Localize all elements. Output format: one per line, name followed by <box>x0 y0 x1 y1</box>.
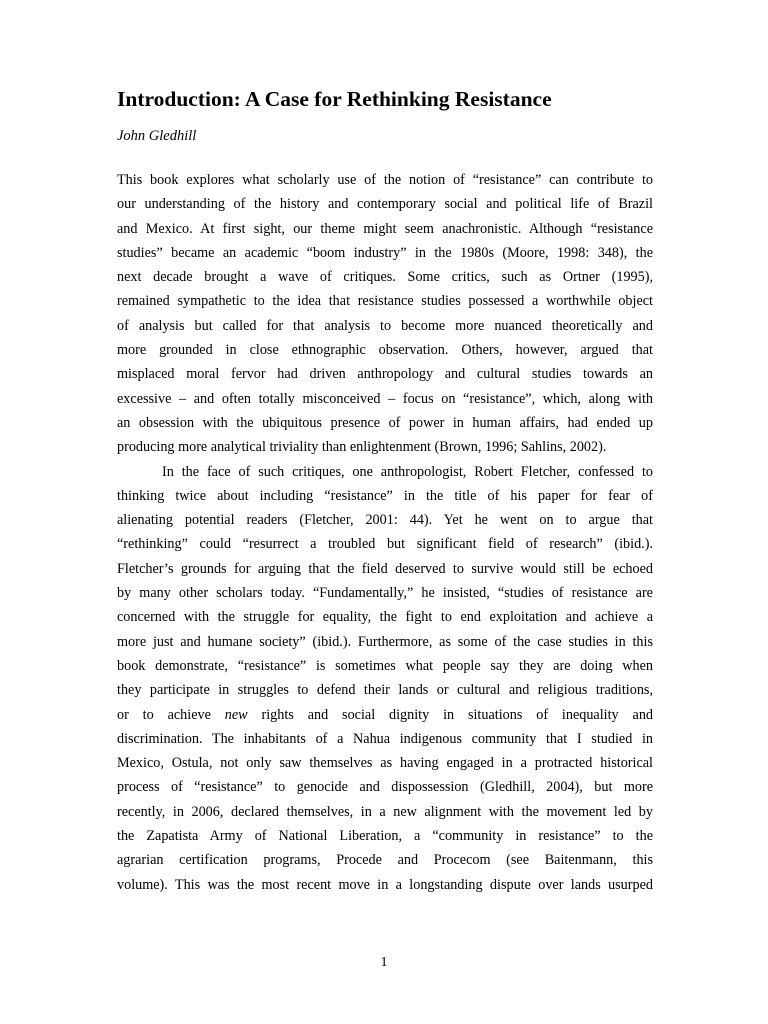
document-title: Introduction: A Case for Rethinking Resistance <box>117 87 552 111</box>
text-line: thinking twice about including “resistance” in the title of his paper for fear of <box>117 487 653 504</box>
text-line: book demonstrate, “resistance” is sometimes what people say they are doing when <box>117 657 653 674</box>
text-line: This book explores what scholarly use of the notion of “resistance” can contribute to <box>117 172 653 188</box>
paragraph-1 <box>117 168 653 460</box>
text-line: “rethinking” could “resurrect a troubled but significant field of research” (ibid.). <box>117 536 653 553</box>
text-line: excessive – and often totally misconceived – focus on “resistance”, which, along with <box>117 390 653 407</box>
text-line: Fletcher’s grounds for arguing that the field deserved to survive would still be echoed <box>117 560 653 577</box>
text-line: next decade brought a wave of critiques. Some critics, such as Ortner (1995), <box>117 269 653 286</box>
text-line: discrimination. The inhabitants of a Nahua indigenous community that I studied in <box>117 730 653 747</box>
text-line-with-emphasis <box>117 703 653 727</box>
author-name: John Gledhill <box>117 128 197 144</box>
text-line: studies” became an academic “boom industry” in the 1980s (Moore, 1998: 348), the <box>117 244 653 261</box>
page-number: 1 <box>380 955 388 970</box>
text-line: by many other scholars today. “Fundamentally,” he insisted, “studies of resistance are <box>117 585 653 602</box>
text-line: agrarian certification programs, Procede and Procecom (see Baitenmann, this <box>117 852 653 869</box>
emphasized-word: new <box>224 706 248 723</box>
text-line: producing more analytical triviality than enlightenment (Brown, 1996; Sahlins, 2002). <box>117 439 607 456</box>
text-line: an obsession with the ubiquitous presence of power in human affairs, had ended up <box>117 414 653 431</box>
text-line: more just and humane society” (ibid.). Furthermore, as some of the case studies in this <box>117 633 653 650</box>
text-line: volume). This was the most recent move in a longstanding dispute over lands usurped <box>117 876 653 893</box>
text-line: In the face of such critiques, one anthropologist, Robert Fletcher, confessed to <box>162 463 653 480</box>
text-line: they participate in struggles to defend their lands or cultural and religious traditions, <box>117 682 653 699</box>
text-line: and Mexico. At first sight, our theme might seem anachronistic. Although “resistance <box>117 220 653 237</box>
text-segment: rights and social dignity in situations of inequality and <box>247 706 654 723</box>
text-line: Mexico, Ostula, not only saw themselves as having engaged in a protracted historical <box>117 755 653 772</box>
body-text <box>117 168 653 897</box>
text-line: process of “resistance” to genocide and dispossession (Gledhill, 2004), but more <box>117 779 653 796</box>
text-line: recently, in 2006, declared themselves, in a new alignment with the movement led by <box>117 803 653 820</box>
text-line: alienating potential readers (Fletcher, 2001: 44). Yet he went on to argue that <box>117 512 653 529</box>
paragraph-2 <box>117 460 653 897</box>
text-line: the Zapatista Army of National Liberation, a “community in resistance” to the <box>117 828 653 845</box>
text-line: concerned with the struggle for equality, the fight to end exploitation and achieve a <box>117 609 653 626</box>
text-line: our understanding of the history and contemporary social and political life of Brazil <box>117 196 653 213</box>
text-segment: or to achieve <box>117 706 225 723</box>
text-line: misplaced moral fervor had driven anthropology and cultural studies towards an <box>117 366 653 383</box>
text-line: more grounded in close ethnographic observation. Others, however, argued that <box>117 342 653 359</box>
text-line: of analysis but called for that analysis to become more nuanced theoretically and <box>117 317 653 334</box>
text-line: remained sympathetic to the idea that resistance studies possessed a worthwhile object <box>117 293 653 310</box>
